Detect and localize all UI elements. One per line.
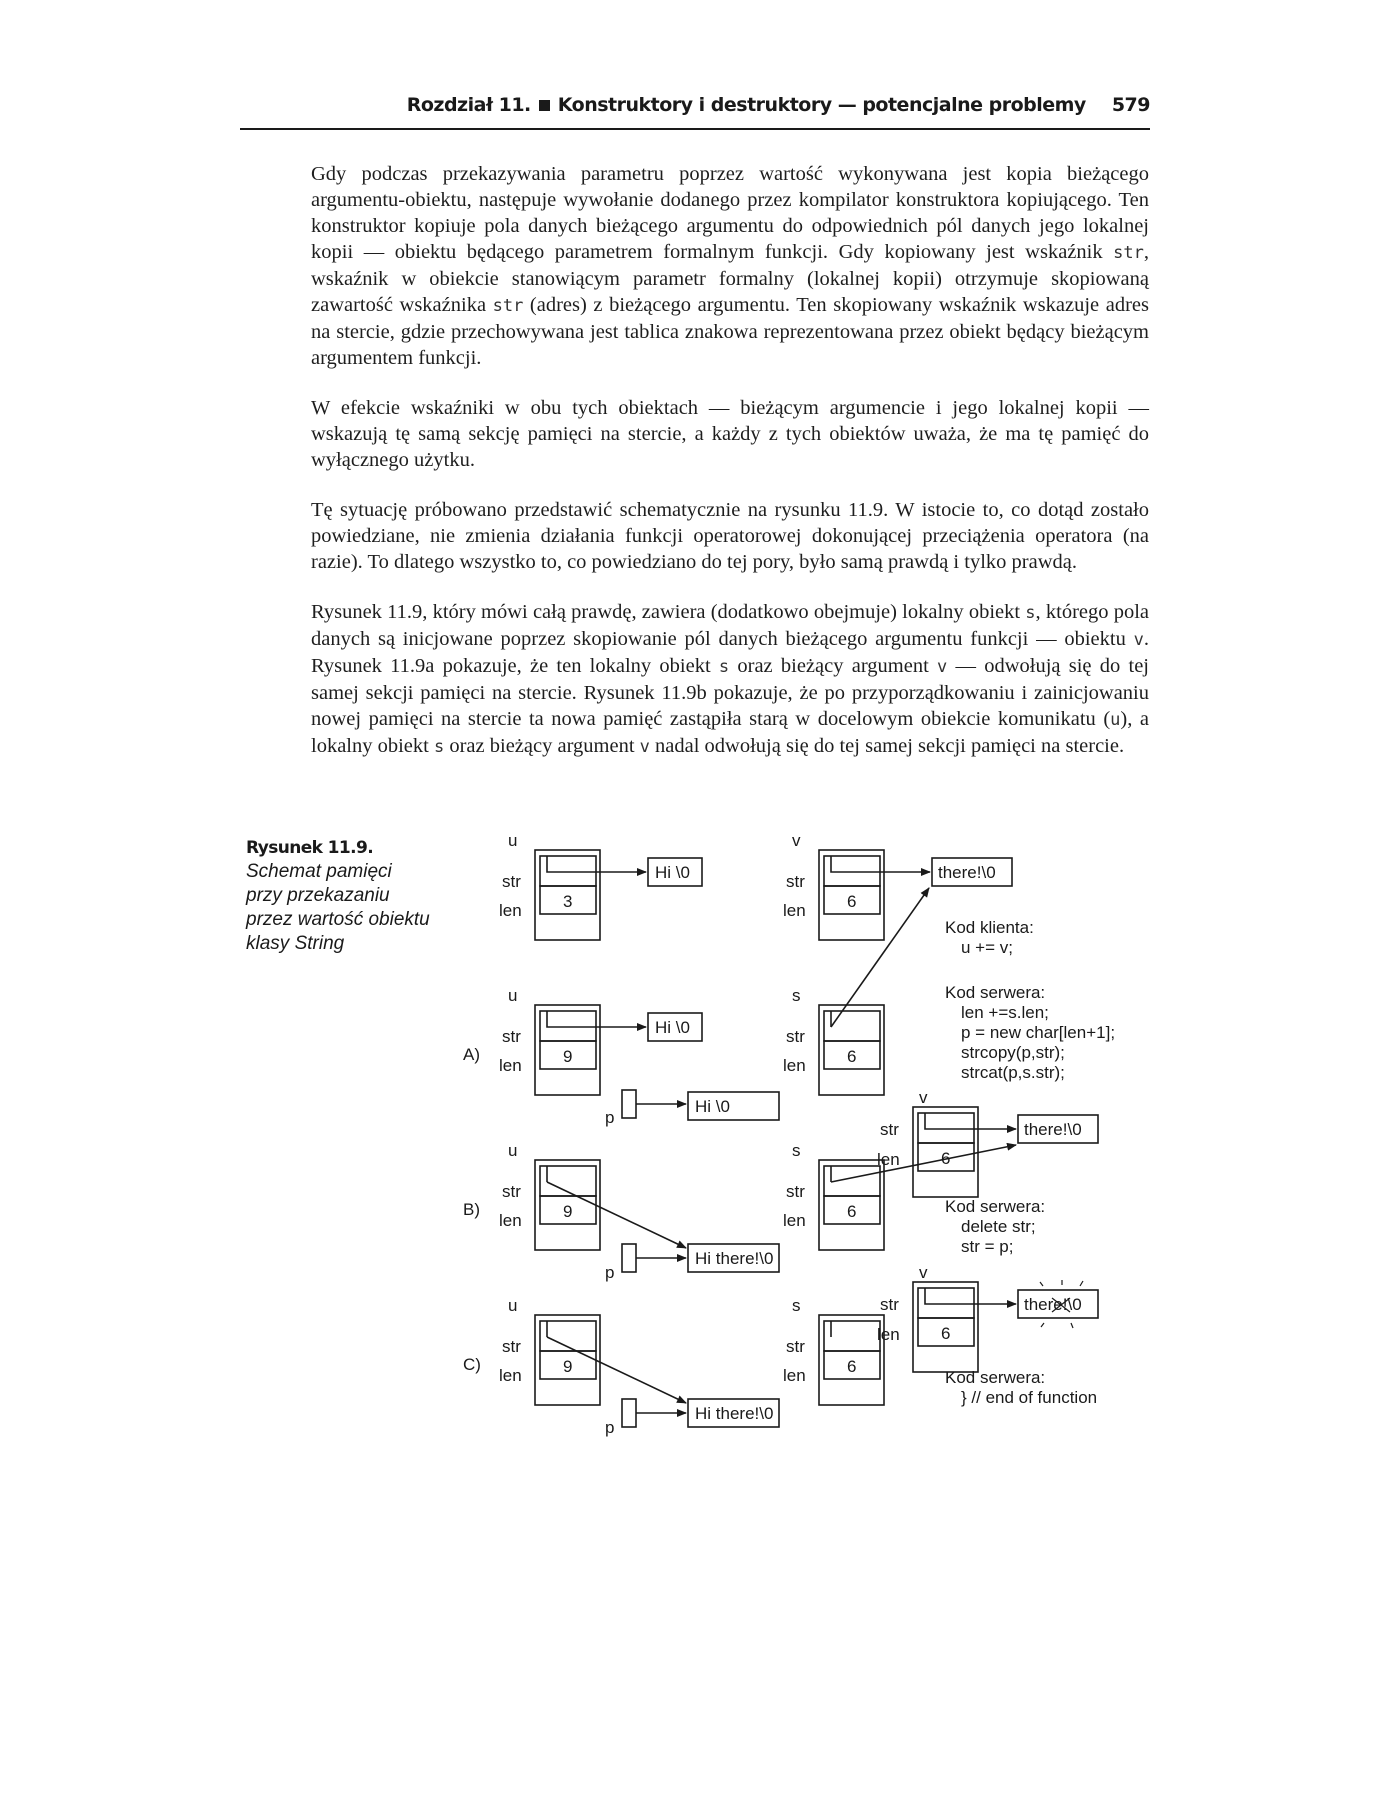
pointer-p — [622, 1090, 636, 1118]
str-pointer — [831, 856, 880, 872]
heap-text: there!\0 — [938, 863, 996, 882]
page-number: 579 — [1111, 94, 1150, 116]
str-pointer — [925, 1113, 974, 1129]
object-s-row-a — [819, 888, 929, 1095]
header-title: Konstruktory i destruktory — potencjalne problemy — [557, 94, 1086, 116]
label-len: len — [499, 1366, 522, 1385]
label-str: str — [502, 872, 521, 891]
len-value: 6 — [847, 1047, 857, 1066]
heap-text: Hi \0 — [655, 863, 690, 882]
label-len: len — [783, 1366, 806, 1385]
server-code-title: Kod serwera: — [945, 1197, 1046, 1216]
len-value: 6 — [847, 1357, 857, 1376]
label-v: v — [919, 1088, 928, 1107]
label-p: p — [605, 1108, 615, 1127]
str-field — [918, 1288, 974, 1318]
client-code-title: Kod klienta: — [945, 918, 1034, 937]
len-value: 6 — [941, 1324, 951, 1343]
server-code-line: str = p; — [961, 1237, 1014, 1256]
server-code-title: Kod serwera: — [945, 1368, 1046, 1387]
inline-code: u — [1110, 710, 1121, 730]
label-s: s — [792, 986, 801, 1005]
row-label-b: B) — [463, 1200, 480, 1219]
label-str: str — [786, 1182, 805, 1201]
inline-code: str — [492, 296, 524, 316]
paragraph-2: W efekcie wskaźniki w obu tych obiektach — bieżącym argumencie i jego lokalnej kopii — wskazują tę samą sekcję pamięci na stercie, a każdy z tych obiektów uważa, że ma tę pamięć do wyłącznego użytku. — [311, 397, 1149, 471]
heap-text: Hi \0 — [695, 1097, 730, 1116]
memory-diagram — [455, 830, 1155, 1450]
object-u-row-a — [535, 1005, 646, 1095]
server-code-line: strcat(p,s.str); — [961, 1063, 1065, 1082]
str-field — [824, 856, 880, 886]
server-code-line: len +=s.len; — [961, 1003, 1049, 1022]
label-p: p — [605, 1263, 615, 1282]
heap-text: Hi there!\0 — [695, 1404, 774, 1423]
label-str: str — [502, 1182, 521, 1201]
label-str: str — [502, 1027, 521, 1046]
header-text — [407, 94, 1150, 116]
server-code-line: p = new char[len+1]; — [961, 1023, 1116, 1042]
str-field — [824, 1321, 880, 1351]
heap-text: there!\0 — [1024, 1295, 1082, 1314]
label-s: s — [792, 1296, 801, 1315]
label-str: str — [786, 872, 805, 891]
caption-text: Schemat pamięci przy przekazaniu przez wartość obiektu klasy String — [246, 861, 430, 954]
pointer-p — [622, 1244, 636, 1272]
len-value: 6 — [847, 1202, 857, 1221]
heap-text: there!\0 — [1024, 1120, 1082, 1139]
str-field — [540, 856, 596, 886]
paragraph-3: Tę sytuację próbowano przedstawić schematycznie na rysunku 11.9. W istocie to, co dotąd zostało powiedziane, nie zmienia działania funkcji operatorowej dokonującej przeciążenia operatora (na razie). To dlatego wszystko to, co powiedziano do tej pory, było samą prawdą i tylko prawdą. — [311, 499, 1149, 573]
label-v: v — [792, 831, 801, 850]
inline-code: s — [718, 657, 730, 677]
label-s: s — [792, 1141, 801, 1160]
len-value: 9 — [563, 1202, 573, 1221]
str-field — [540, 1011, 596, 1041]
label-u: u — [508, 1141, 518, 1160]
shared-pointer-arrow — [831, 1145, 1016, 1182]
label-len: len — [783, 1211, 806, 1230]
label-u: u — [508, 831, 518, 850]
inline-code: v — [639, 737, 650, 757]
str-pointer — [547, 856, 596, 872]
object-u-row-b — [535, 1160, 686, 1250]
server-code-line: delete str; — [961, 1217, 1036, 1236]
len-value: 6 — [941, 1149, 951, 1168]
len-value: 9 — [563, 1357, 573, 1376]
inline-code: v — [937, 657, 948, 677]
server-code-title: Kod serwera: — [945, 983, 1046, 1002]
label-str: str — [786, 1027, 805, 1046]
body-text — [311, 161, 1149, 784]
label-len: len — [783, 1056, 806, 1075]
inline-code: str — [1113, 243, 1144, 263]
object-u-row-c — [535, 1315, 686, 1405]
paragraph-1: Gdy podczas przekazywania parametru poprzez wartość wykonywana jest kopia bieżącego argumentu-obiektu, następuje wywołanie dodanego przez kompilator konstruktora kopiującego. Ten konstruktor kopiuje pola danych bieżącego argumentu do odpowiednich pól danych jego lokalnej kopii — obiektu będącego parametrem formalnym funkcji. Gdy kopiowany jest wskaźnik str, wskaźnik w obiekcie stanowiącym parametr formalny (lokalnej kopii) otrzymuje skopiowaną zawartość wskaźnika str (adres) z bieżącego argumentu. Ten skopiowany wskaźnik wskazuje adres na stercie, gdzie przechowywana jest tablica znakowa reprezentowana przez obiekt będący bieżącym argumentem funkcji. — [311, 163, 1149, 369]
server-code-line: strcopy(p,str); — [961, 1043, 1065, 1062]
client-code-line: u += v; — [961, 938, 1013, 957]
label-len: len — [499, 1056, 522, 1075]
len-value: 3 — [563, 892, 573, 911]
inline-code: s — [1025, 603, 1036, 623]
header-chapter: Rozdział 11. — [406, 94, 531, 116]
label-str: str — [502, 1337, 521, 1356]
object-v-row-c — [913, 1282, 1016, 1372]
figure-caption — [246, 838, 451, 956]
label-len: len — [499, 901, 522, 920]
inline-code: v — [1133, 630, 1144, 650]
label-u: u — [508, 1296, 518, 1315]
square-bullet-icon — [539, 100, 550, 111]
label-str: str — [880, 1120, 899, 1139]
label-str: str — [786, 1337, 805, 1356]
row-label-a: A) — [463, 1045, 480, 1064]
len-value: 6 — [847, 892, 857, 911]
label-len: len — [783, 901, 806, 920]
len-value: 9 — [563, 1047, 573, 1066]
object-v-row-b — [913, 1107, 1016, 1197]
inline-code: s — [433, 737, 445, 757]
label-len: len — [877, 1325, 900, 1344]
label-v: v — [919, 1263, 928, 1282]
str-pointer — [925, 1288, 974, 1304]
heap-text: Hi \0 — [655, 1018, 690, 1037]
label-str: str — [880, 1295, 899, 1314]
label-len: len — [499, 1211, 522, 1230]
row-label-c: C) — [463, 1355, 481, 1374]
heap-text: Hi there!\0 — [695, 1249, 774, 1268]
object-u-initial — [535, 850, 646, 940]
paragraph-4: Rysunek 11.9, który mówi całą prawdę, zawiera (dodatkowo obejmuje) lokalny obiekt s, którego pola danych są inicjowane poprzez skopiowanie pól danych bieżącego argumentu funkcji — obiektu v. Rysunek 11.9a pokazuje, że ten lokalny obiekt s oraz bieżący argument v — odwołują się do tej samej sekcji pamięci na stercie. Rysunek 11.9b pokazuje, że po przyporządkowaniu i zainicjowaniu nowej pamięci na stercie ta nowa pamięć zastąpiła starą w docelowym obiekcie komunikatu (u), a lokalny obiekt s oraz bieżący argument v nadal odwołują się do tej samej sekcji pamięci na stercie. — [311, 601, 1149, 757]
label-len: len — [877, 1150, 900, 1169]
label-u: u — [508, 986, 518, 1005]
caption-title: Rysunek 11.9. — [246, 838, 374, 858]
str-pointer — [547, 1011, 596, 1027]
object-v-initial — [819, 850, 930, 940]
server-code-line: } // end of function — [961, 1388, 1098, 1407]
label-p: p — [605, 1418, 615, 1437]
pointer-p — [622, 1399, 636, 1427]
running-header — [240, 90, 1150, 130]
str-field — [918, 1113, 974, 1143]
